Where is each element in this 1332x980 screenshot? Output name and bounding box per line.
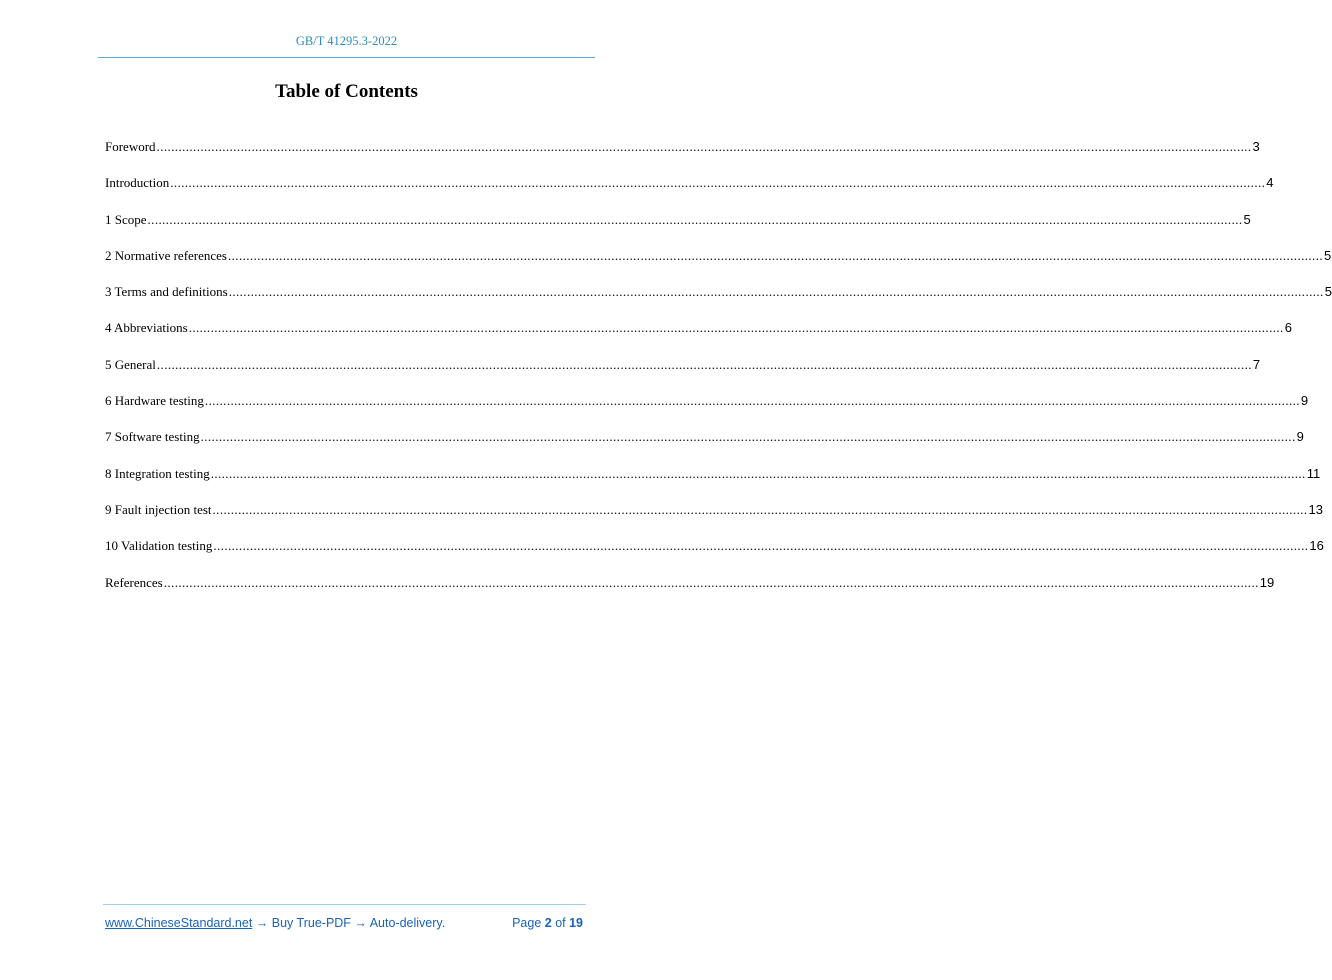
toc-entry[interactable]	[105, 428, 1304, 464]
toc-title: Table of Contents	[275, 81, 418, 102]
toc-entry[interactable]	[105, 247, 1332, 283]
toc-entry[interactable]	[105, 574, 1275, 610]
toc-dot-leader: ............................................................................................................................................................................................................................................................................................................	[210, 465, 1306, 481]
toc-entry[interactable]	[105, 174, 1274, 210]
toc-entry[interactable]	[105, 465, 1321, 501]
toc-dot-leader: ............................................................................................................................................................................................................................................................................................................	[212, 501, 1308, 517]
toc-entry-page: 13	[1308, 501, 1323, 517]
footer-left	[105, 916, 445, 930]
toc-entry-label: 2 Normative references	[105, 247, 227, 263]
toc-entry-page: 5	[1243, 211, 1251, 227]
page-prefix: Page	[512, 916, 545, 930]
toc-entry[interactable]	[105, 138, 1260, 174]
toc-dot-leader: ............................................................................................................................................................................................................................................................................................................	[228, 247, 1323, 263]
document-number: GB/T 41295.3-2022	[295, 34, 398, 48]
toc-entry-label: 5 General	[105, 356, 156, 372]
toc-entry-page: 19	[1259, 574, 1275, 590]
toc-entry[interactable]	[105, 392, 1309, 428]
toc-entry-page: 11	[1306, 465, 1321, 481]
toc-dot-leader: ............................................................................................................................................................................................................................................................................................................	[228, 284, 1324, 300]
toc-entry-page: 16	[1309, 538, 1324, 554]
toc-dot-leader: ............................................................................................................................................................................................................................................................................................................	[156, 356, 1252, 372]
toc-dot-leader: ............................................................................................................................................................................................................................................................................................................	[188, 320, 1284, 336]
toc-dot-leader: ............................................................................................................................................................................................................................................................................................................	[163, 574, 1259, 590]
toc-entry[interactable]	[105, 283, 1332, 319]
toc-entry-label: 8 Integration testing	[105, 465, 210, 481]
toc-entry[interactable]	[105, 319, 1292, 355]
toc-entry-label: 10 Validation testing	[105, 538, 213, 554]
toc-dot-leader: ............................................................................................................................................................................................................................................................................................................	[170, 175, 1266, 191]
toc-entry-page: 9	[1300, 393, 1309, 409]
toc-entry-label: Introduction	[105, 175, 170, 191]
toc-dot-leader: ............................................................................................................................................................................................................................................................................................................	[213, 538, 1309, 554]
toc-entry-page: 5	[1324, 284, 1332, 300]
toc-dot-leader: ............................................................................................................................................................................................................................................................................................................	[147, 211, 1243, 227]
toc-entry-page: 3	[1252, 139, 1260, 154]
page-of-text: of	[551, 916, 570, 930]
toc-entry[interactable]	[105, 356, 1261, 392]
toc-entry-label: 6 Hardware testing	[105, 393, 204, 409]
toc-entry-page: 7	[1252, 356, 1261, 372]
toc-dot-leader: ............................................................................................................................................................................................................................................................................................................	[204, 393, 1300, 409]
toc-entry[interactable]	[105, 501, 1323, 537]
website-link[interactable]: www.ChineseStandard.net	[105, 916, 253, 930]
page-indicator	[512, 916, 583, 930]
toc-entry-label: 7 Software testing	[105, 429, 200, 445]
header-divider	[98, 57, 595, 58]
toc-entry-page: 6	[1284, 320, 1292, 336]
current-page-number: 2	[544, 916, 552, 930]
toc-list	[105, 138, 1332, 610]
toc-entry-label: 9 Fault injection test	[105, 501, 212, 517]
total-pages-number: 19	[569, 916, 583, 930]
toc-entry[interactable]	[105, 537, 1324, 573]
toc-entry-label: 1 Scope	[105, 211, 147, 227]
footer-promo-text: → Buy True-PDF → Auto-delivery.	[252, 916, 446, 930]
toc-dot-leader: ............................................................................................................................................................................................................................................................................................................	[156, 139, 1252, 154]
toc-entry-page: 9	[1296, 429, 1304, 445]
toc-entry-label: 3 Terms and definitions	[105, 284, 228, 300]
toc-entry-label: Foreword	[105, 139, 156, 154]
toc-entry[interactable]	[105, 211, 1251, 247]
toc-entry-page: 5	[1324, 247, 1332, 263]
toc-dot-leader: ............................................................................................................................................................................................................................................................................................................	[200, 429, 1296, 445]
toc-entry-label: References	[105, 574, 163, 590]
toc-entry-label: 4 Abbreviations	[105, 320, 188, 336]
toc-entry-page: 4	[1266, 175, 1274, 191]
footer-divider	[103, 904, 586, 905]
